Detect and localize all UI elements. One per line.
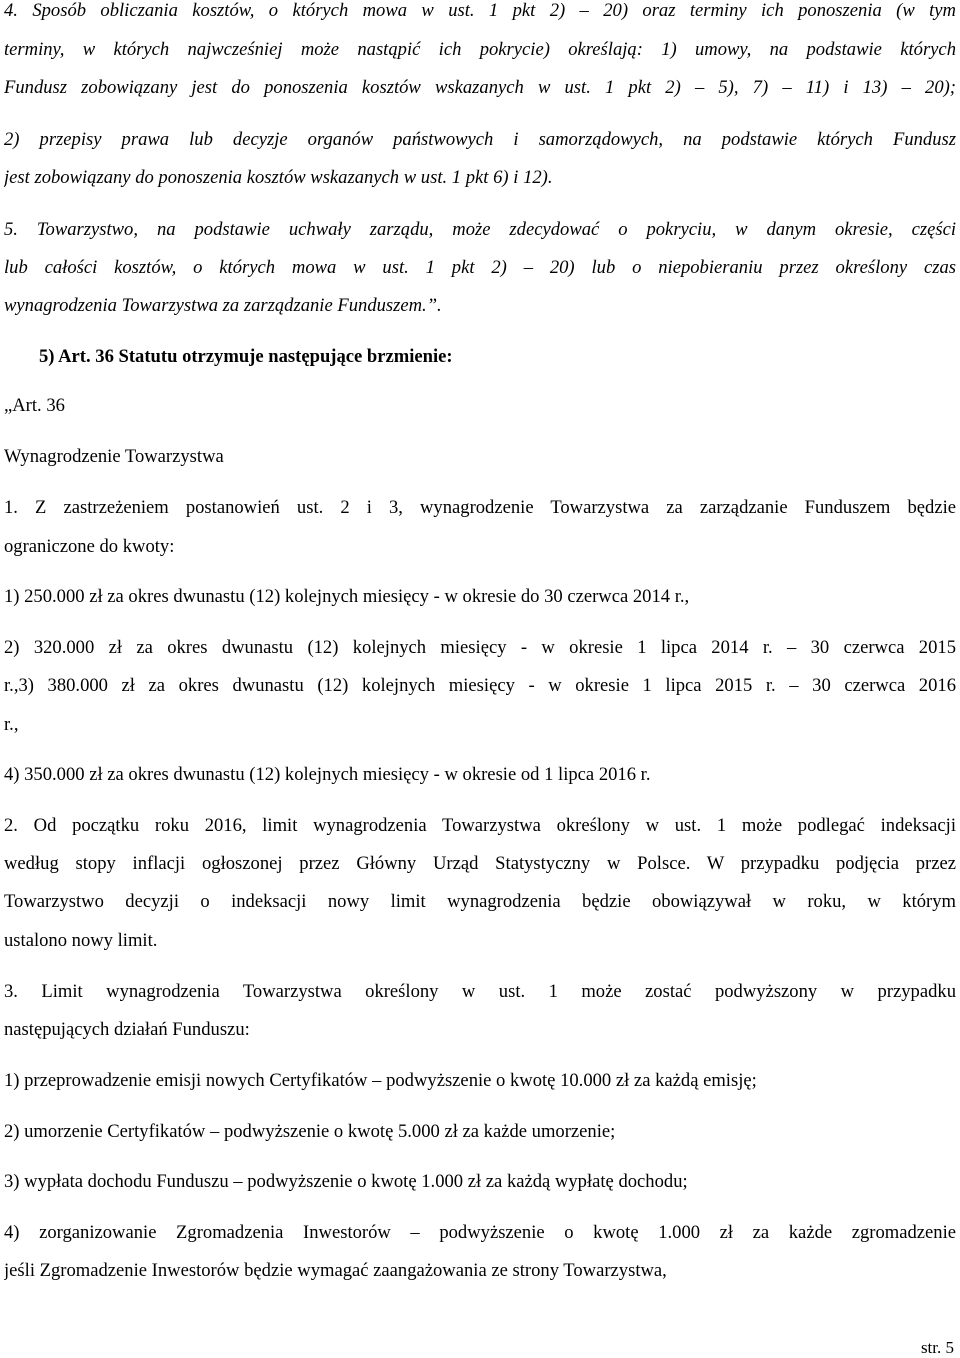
article-section-1-line-1: 1. Z zastrzeżeniem postanowień ust. 2 i 3, wynagrodzenie Towarzystwa za zarządzanie Funduszem będzie <box>4 497 956 518</box>
limit-item-1: 1) 250.000 zł za okres dwunastu (12) kolejnych miesięcy - w okresie do 30 czerwca 2014 r., <box>4 586 690 607</box>
limit-item-2-line-1: 2) 320.000 zł za okres dwunastu (12) kolejnych miesięcy - w okresie 1 lipca 2014 r. – 30 czerwca 2015 <box>4 637 956 658</box>
paragraph-4-line-3: Fundusz zobowiązany jest do ponoszenia kosztów wskazanych w ust. 1 pkt 2) – 5), 7) – 11) i 13) – 20); <box>4 77 956 98</box>
article-section-3-line-1: 3. Limit wynagrodzenia Towarzystwa określony w ust. 1 może zostać podwyższony w przypadku <box>4 981 956 1002</box>
paragraph-4-line-2: terminy, w których najwcześniej może nastąpić ich pokrycie) określają: 1) umowy, na podstawie których <box>4 39 956 60</box>
amendment-heading: 5) Art. 36 Statutu otrzymuje następujące brzmienie: <box>39 346 453 367</box>
limit-item-2-line-2: r.,3) 380.000 zł za okres dwunastu (12) kolejnych miesięcy - w okresie 1 lipca 2015 r. – 30 czerwca 2016 <box>4 675 956 696</box>
increase-item-4-line-1: 4) zorganizowanie Zgromadzenia Inwestorów – podwyższenie o kwotę 1.000 zł za każde zgromadzenie <box>4 1222 956 1243</box>
increase-item-4-line-2: jeśli Zgromadzenie Inwestorów będzie wymagać zaangażowania ze strony Towarzystwa, <box>4 1260 667 1281</box>
limit-item-2-line-3: r., <box>4 714 19 735</box>
increase-item-2: 2) umorzenie Certyfikatów – podwyższenie o kwotę 5.000 zł za każde umorzenie; <box>4 1121 616 1142</box>
article-section-2-line-1: 2. Od początku roku 2016, limit wynagrodzenia Towarzystwa określony w ust. 1 może podlegać indeksacji <box>4 815 956 836</box>
page-number: str. 5 <box>920 1338 954 1357</box>
article-number: „Art. 36 <box>4 395 65 416</box>
paragraph-4-line-1: 4. Sposób obliczania kosztów, o których mowa w ust. 1 pkt 2) – 20) oraz terminy ich ponoszenia (w tym <box>4 0 956 21</box>
paragraph-4-line-4: 2) przepisy prawa lub decyzje organów państwowych i samorządowych, na podstawie których Fundusz <box>4 129 956 150</box>
paragraph-4-line-5: jest zobowiązany do ponoszenia kosztów wskazanych w ust. 1 pkt 6) i 12). <box>4 167 553 188</box>
article-section-1-line-2: ograniczone do kwoty: <box>4 536 175 557</box>
limit-item-4: 4) 350.000 zł za okres dwunastu (12) kolejnych miesięcy - w okresie od 1 lipca 2016 r. <box>4 764 651 785</box>
increase-item-1: 1) przeprowadzenie emisji nowych Certyfikatów – podwyższenie o kwotę 10.000 zł za każdą emisję; <box>4 1070 757 1091</box>
article-section-2-line-4: ustalono nowy limit. <box>4 930 158 951</box>
article-section-2-line-2: według stopy inflacji ogłoszonej przez Główny Urząd Statystyczny w Polsce. W przypadku podjęcia przez <box>4 853 956 874</box>
article-section-2-line-3: Towarzystwo decyzji o indeksacji nowy limit wynagrodzenia będzie obowiązywał w roku, w którym <box>4 891 956 912</box>
article-section-3-line-2: następujących działań Funduszu: <box>4 1019 250 1040</box>
increase-item-3: 3) wypłata dochodu Funduszu – podwyższenie o kwotę 1.000 zł za każdą wypłatę dochodu; <box>4 1171 688 1192</box>
paragraph-5-line-3: wynagrodzenia Towarzystwa za zarządzanie Funduszem.”. <box>4 295 442 316</box>
article-title: Wynagrodzenie Towarzystwa <box>4 446 224 467</box>
paragraph-5-line-2: lub całości kosztów, o których mowa w ust. 1 pkt 2) – 20) lub o niepobieraniu przez określony czas <box>4 257 956 278</box>
paragraph-5-line-1: 5. Towarzystwo, na podstawie uchwały zarządu, może zdecydować o pokryciu, w danym okresie, części <box>4 219 956 240</box>
